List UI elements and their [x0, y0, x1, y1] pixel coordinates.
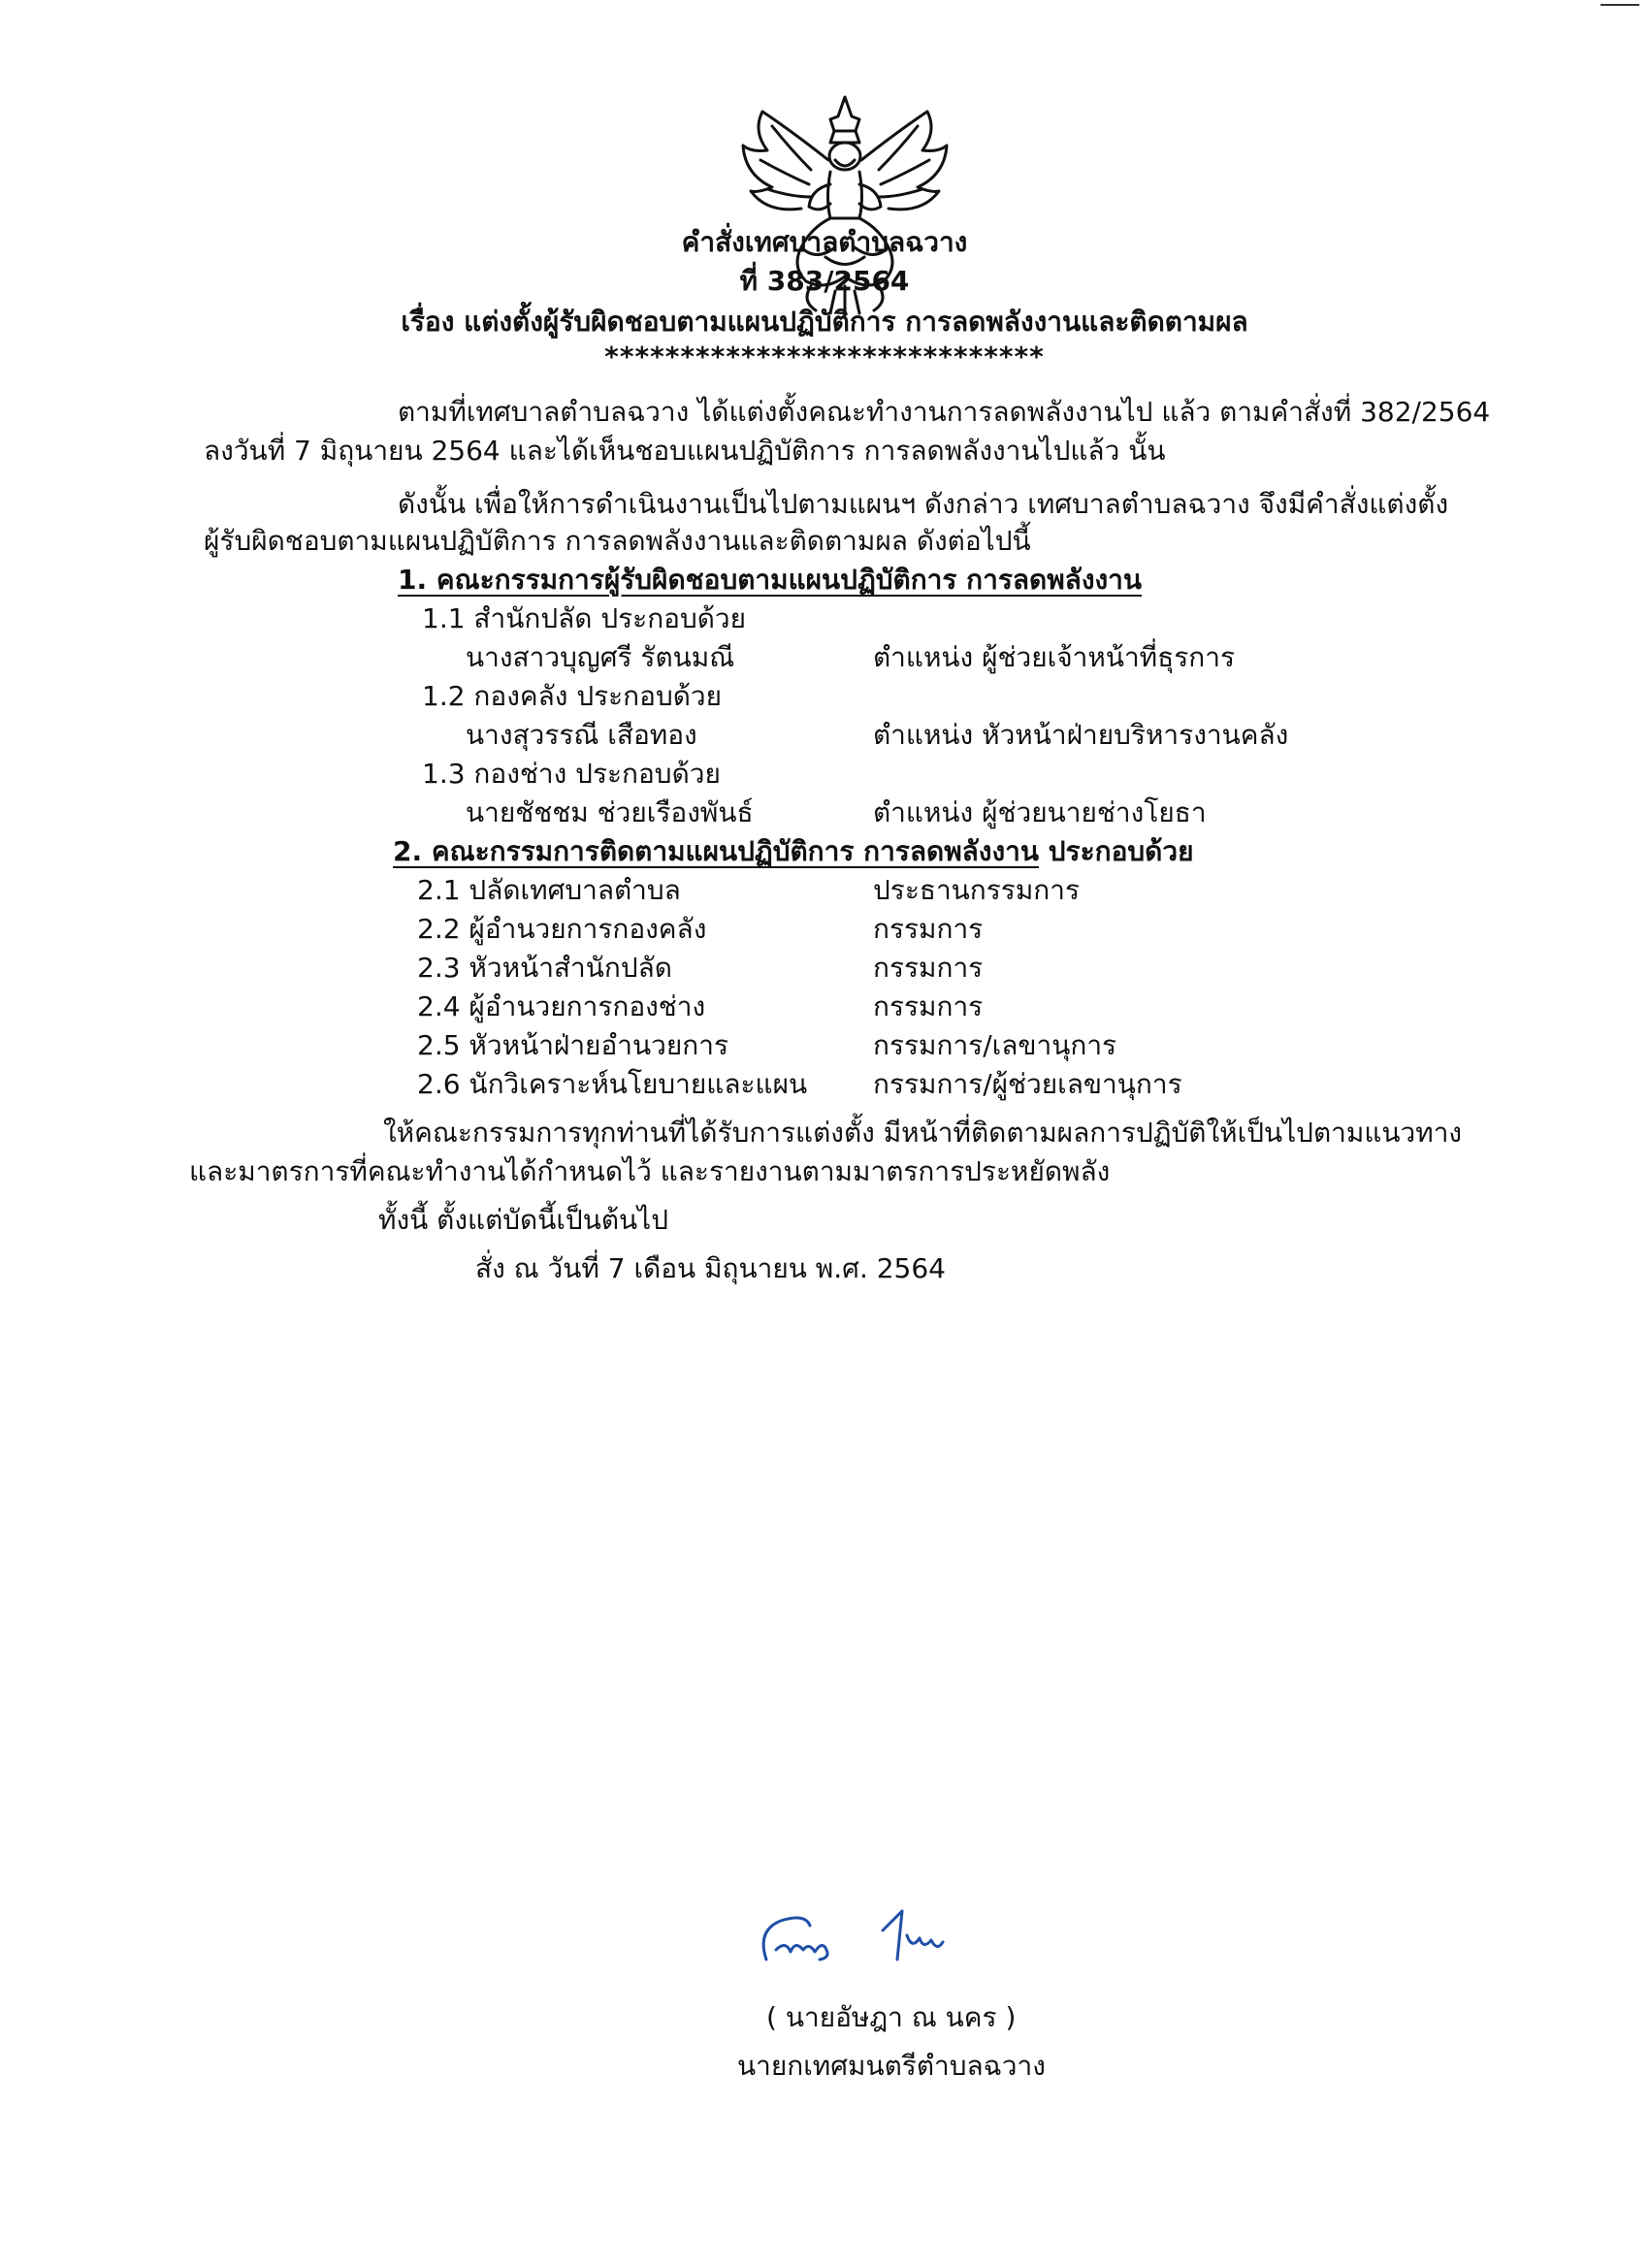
- group-1-1-member-position: ตำแหน่ง ผู้ช่วยเจ้าหน้าที่ธุรการ: [873, 641, 1235, 673]
- section-1-heading: 1. คณะกรรมการผู้รับผิดชอบตามแผนปฏิบัติการ การลดพลังงาน: [398, 564, 1143, 596]
- order-date: สั่ง ณ วันที่ 7 เดือน มิถุนายน พ.ศ. 2564: [475, 1252, 946, 1284]
- group-1-2-label: 1.2 กองคลัง ประกอบด้วย: [422, 680, 723, 712]
- corner-mark: [1600, 4, 1639, 6]
- committee-role-2-5: กรรมการ/เลขานุการ: [873, 1029, 1117, 1061]
- committee-role-2-6: กรรมการ/ผู้ช่วยเลขานุการ: [873, 1068, 1182, 1100]
- committee-role-2-1: ประธานกรรมการ: [873, 874, 1081, 906]
- committee-member-2-1: 2.1 ปลัดเทศบาลตำบล: [417, 874, 681, 906]
- group-1-2-member-name: นางสุวรรณี เสือทอง: [466, 719, 697, 751]
- intro-paragraph-1-line-2: ลงวันที่ 7 มิถุนายน 2564 และได้เห็นชอบแผนปฏิบัติการ การลดพลังงานไปแล้ว นั้น: [204, 435, 1166, 467]
- order-subject: เรื่อง แต่งตั้งผู้รับผิดชอบตามแผนปฏิบัติการ การลดพลังงานและติดตามผล: [401, 306, 1248, 338]
- committee-role-2-2: กรรมการ: [873, 913, 984, 945]
- section-2-heading-rest: ประกอบด้วย: [1039, 835, 1194, 867]
- group-1-2-member-position: ตำแหน่ง หัวหน้าฝ่ายบริหารงานคลัง: [873, 719, 1289, 751]
- group-1-3-member-name: นายชัชชม ช่วยเรืองพันธ์: [466, 796, 754, 828]
- committee-role-2-4: กรรมการ: [873, 990, 984, 1022]
- group-1-3-label: 1.3 กองช่าง ประกอบด้วย: [422, 758, 721, 790]
- signatory-name: ( นายอัษฎา ณ นคร ): [766, 2001, 1017, 2033]
- committee-member-2-2: 2.2 ผู้อำนวยการกองคลัง: [417, 913, 707, 945]
- group-1-1-label: 1.1 สำนักปลัด ประกอบด้วย: [422, 602, 747, 634]
- duty-paragraph-line-1: ให้คณะกรรมการทุกท่านที่ได้รับการแต่งตั้ง มีหน้าที่ติดตามผลการปฏิบัติให้เป็นไปตามแนวทาง: [383, 1117, 1463, 1149]
- intro-paragraph-2-line-1: ดังนั้น เพื่อให้การดำเนินงานเป็นไปตามแผนฯ ดังกล่าว เทศบาลตำบลฉวาง จึงมีคำสั่งแต่งตั้ง: [398, 488, 1449, 520]
- committee-member-2-5: 2.5 หัวหน้าฝ่ายอำนวยการ: [417, 1029, 728, 1061]
- duty-paragraph-line-2: และมาตรการที่คณะทำงานได้กำหนดไว้ และรายงานตามมาตรการประหยัดพลัง: [189, 1155, 1111, 1187]
- section-2-heading-underlined: 2. คณะกรรมการติดตามแผนปฏิบัติการ การลดพลังงาน: [393, 835, 1040, 867]
- document-title: คำสั่งเทศบาลตำบลฉวาง: [681, 226, 968, 258]
- committee-member-2-6: 2.6 นักวิเคราะห์นโยบายและแผน: [417, 1068, 808, 1100]
- committee-member-2-4: 2.4 ผู้อำนวยการกองช่าง: [417, 990, 706, 1022]
- effective-statement: ทั้งนี้ ตั้งแต่บัดนี้เป็นต้นไป: [378, 1204, 669, 1236]
- group-1-3-member-position: ตำแหน่ง ผู้ช่วยนายช่างโยธา: [873, 796, 1207, 828]
- committee-role-2-3: กรรมการ: [873, 952, 984, 984]
- group-1-1-member-name: นางสาวบุญศรี รัตนมณี: [466, 641, 735, 673]
- intro-paragraph-2-line-2: ผู้รับผิดชอบตามแผนปฏิบัติการ การลดพลังงานและติดตามผล ดังต่อไปนี้: [204, 525, 1031, 557]
- committee-member-2-3: 2.3 หัวหน้าสำนักปลัด: [417, 952, 672, 984]
- header-divider: *****************************: [604, 340, 1045, 373]
- handwritten-signature-icon: [737, 1892, 1028, 1979]
- signatory-title: นายกเทศมนตรีตำบลฉวาง: [737, 2050, 1046, 2082]
- order-number: ที่ 383/2564: [739, 265, 910, 297]
- intro-paragraph-1-line-1: ตามที่เทศบาลตำบลฉวาง ได้แต่งตั้งคณะทำงานการลดพลังงานไป แล้ว ตามคำสั่งที่ 382/2564: [398, 396, 1491, 428]
- section-2-heading: [393, 832, 1193, 871]
